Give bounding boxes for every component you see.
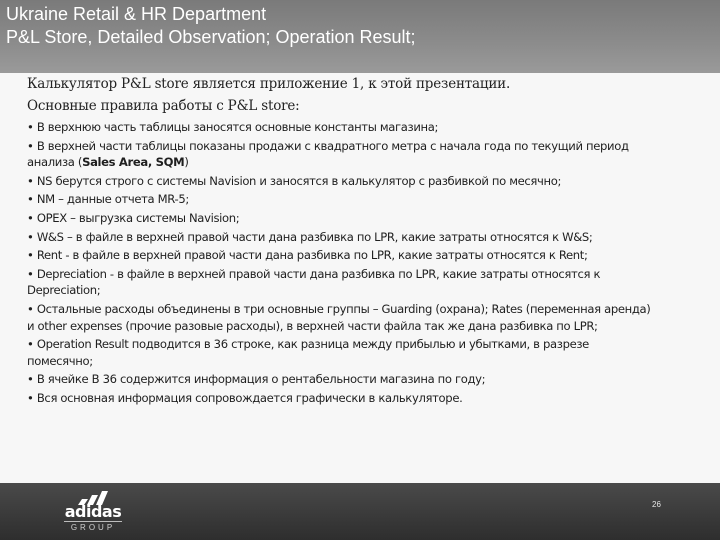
rule-item: • Вся основная информация сопровождается графически в калькуляторе. — [27, 390, 463, 405]
intro-line2: Основные правила работы с P&L store: — [27, 98, 300, 114]
rule-item: • NM – данные отчета MR-5; — [27, 192, 189, 207]
slide-content — [0, 73, 720, 483]
rule-item: • OPEX – выгрузка системы Navision; — [27, 210, 240, 225]
rules-list — [27, 119, 657, 409]
rule-item: • Operation Result подводится в 36 строке, как разница между прибылью и убытками, в разрезе помесячно; — [27, 337, 589, 368]
slide-header — [0, 0, 720, 73]
rule-item: • NS берутся строго с системы Navision и заносятся в калькулятор с разбивкой по месячно; — [27, 173, 562, 188]
rule-item: • В верхнюю часть таблицы заносятся основные константы магазина; — [27, 120, 439, 134]
rule-item: • Depreciation - в файле в верхней правой части дана разбивка по LPR, какие затраты относятся к Depreciation; — [27, 266, 601, 298]
header-title-line1: Ukraine Retail & HR Department — [6, 4, 267, 24]
logo-divider — [64, 521, 122, 522]
rule-item: • Rent - в файле в верхней правой части дана разбивка по LPR, какие затраты относятся к Rent; — [27, 248, 588, 263]
page-number: 26 — [652, 500, 661, 509]
rule-item: • W&S – в файле в верхней правой части дана разбивка по LPR, какие затраты относятся к W&S; — [27, 229, 593, 244]
rule-item: • В ячейке В 36 содержится информация о рентабельности магазина по году; — [27, 372, 486, 387]
logo-group-text: GROUP — [70, 523, 116, 532]
adidas-group-logo — [62, 491, 124, 533]
rule-bold-text: Sales Area, SQM — [82, 155, 185, 170]
header-title-line2: P&L Store, Detailed Observation; Operation Result; — [6, 27, 416, 47]
slide-footer — [0, 483, 720, 540]
logo-word: adidas — [64, 502, 122, 521]
intro-line1: Калькулятор P&L store является приложение 1, к этой презентации. — [27, 76, 511, 92]
rule-item: • Остальные расходы объединены в три основные группы – Guarding (охрана); Rates (переменная аренда) и other expenses (прочие разовые расходы), в верхней части файла так же дана разбивка по LPR; — [27, 301, 651, 333]
rule-item: • В верхней части таблицы показаны продажи с квадратного метра с начала года по текущий период анализа (Sales Area, SQM) — [27, 138, 629, 170]
